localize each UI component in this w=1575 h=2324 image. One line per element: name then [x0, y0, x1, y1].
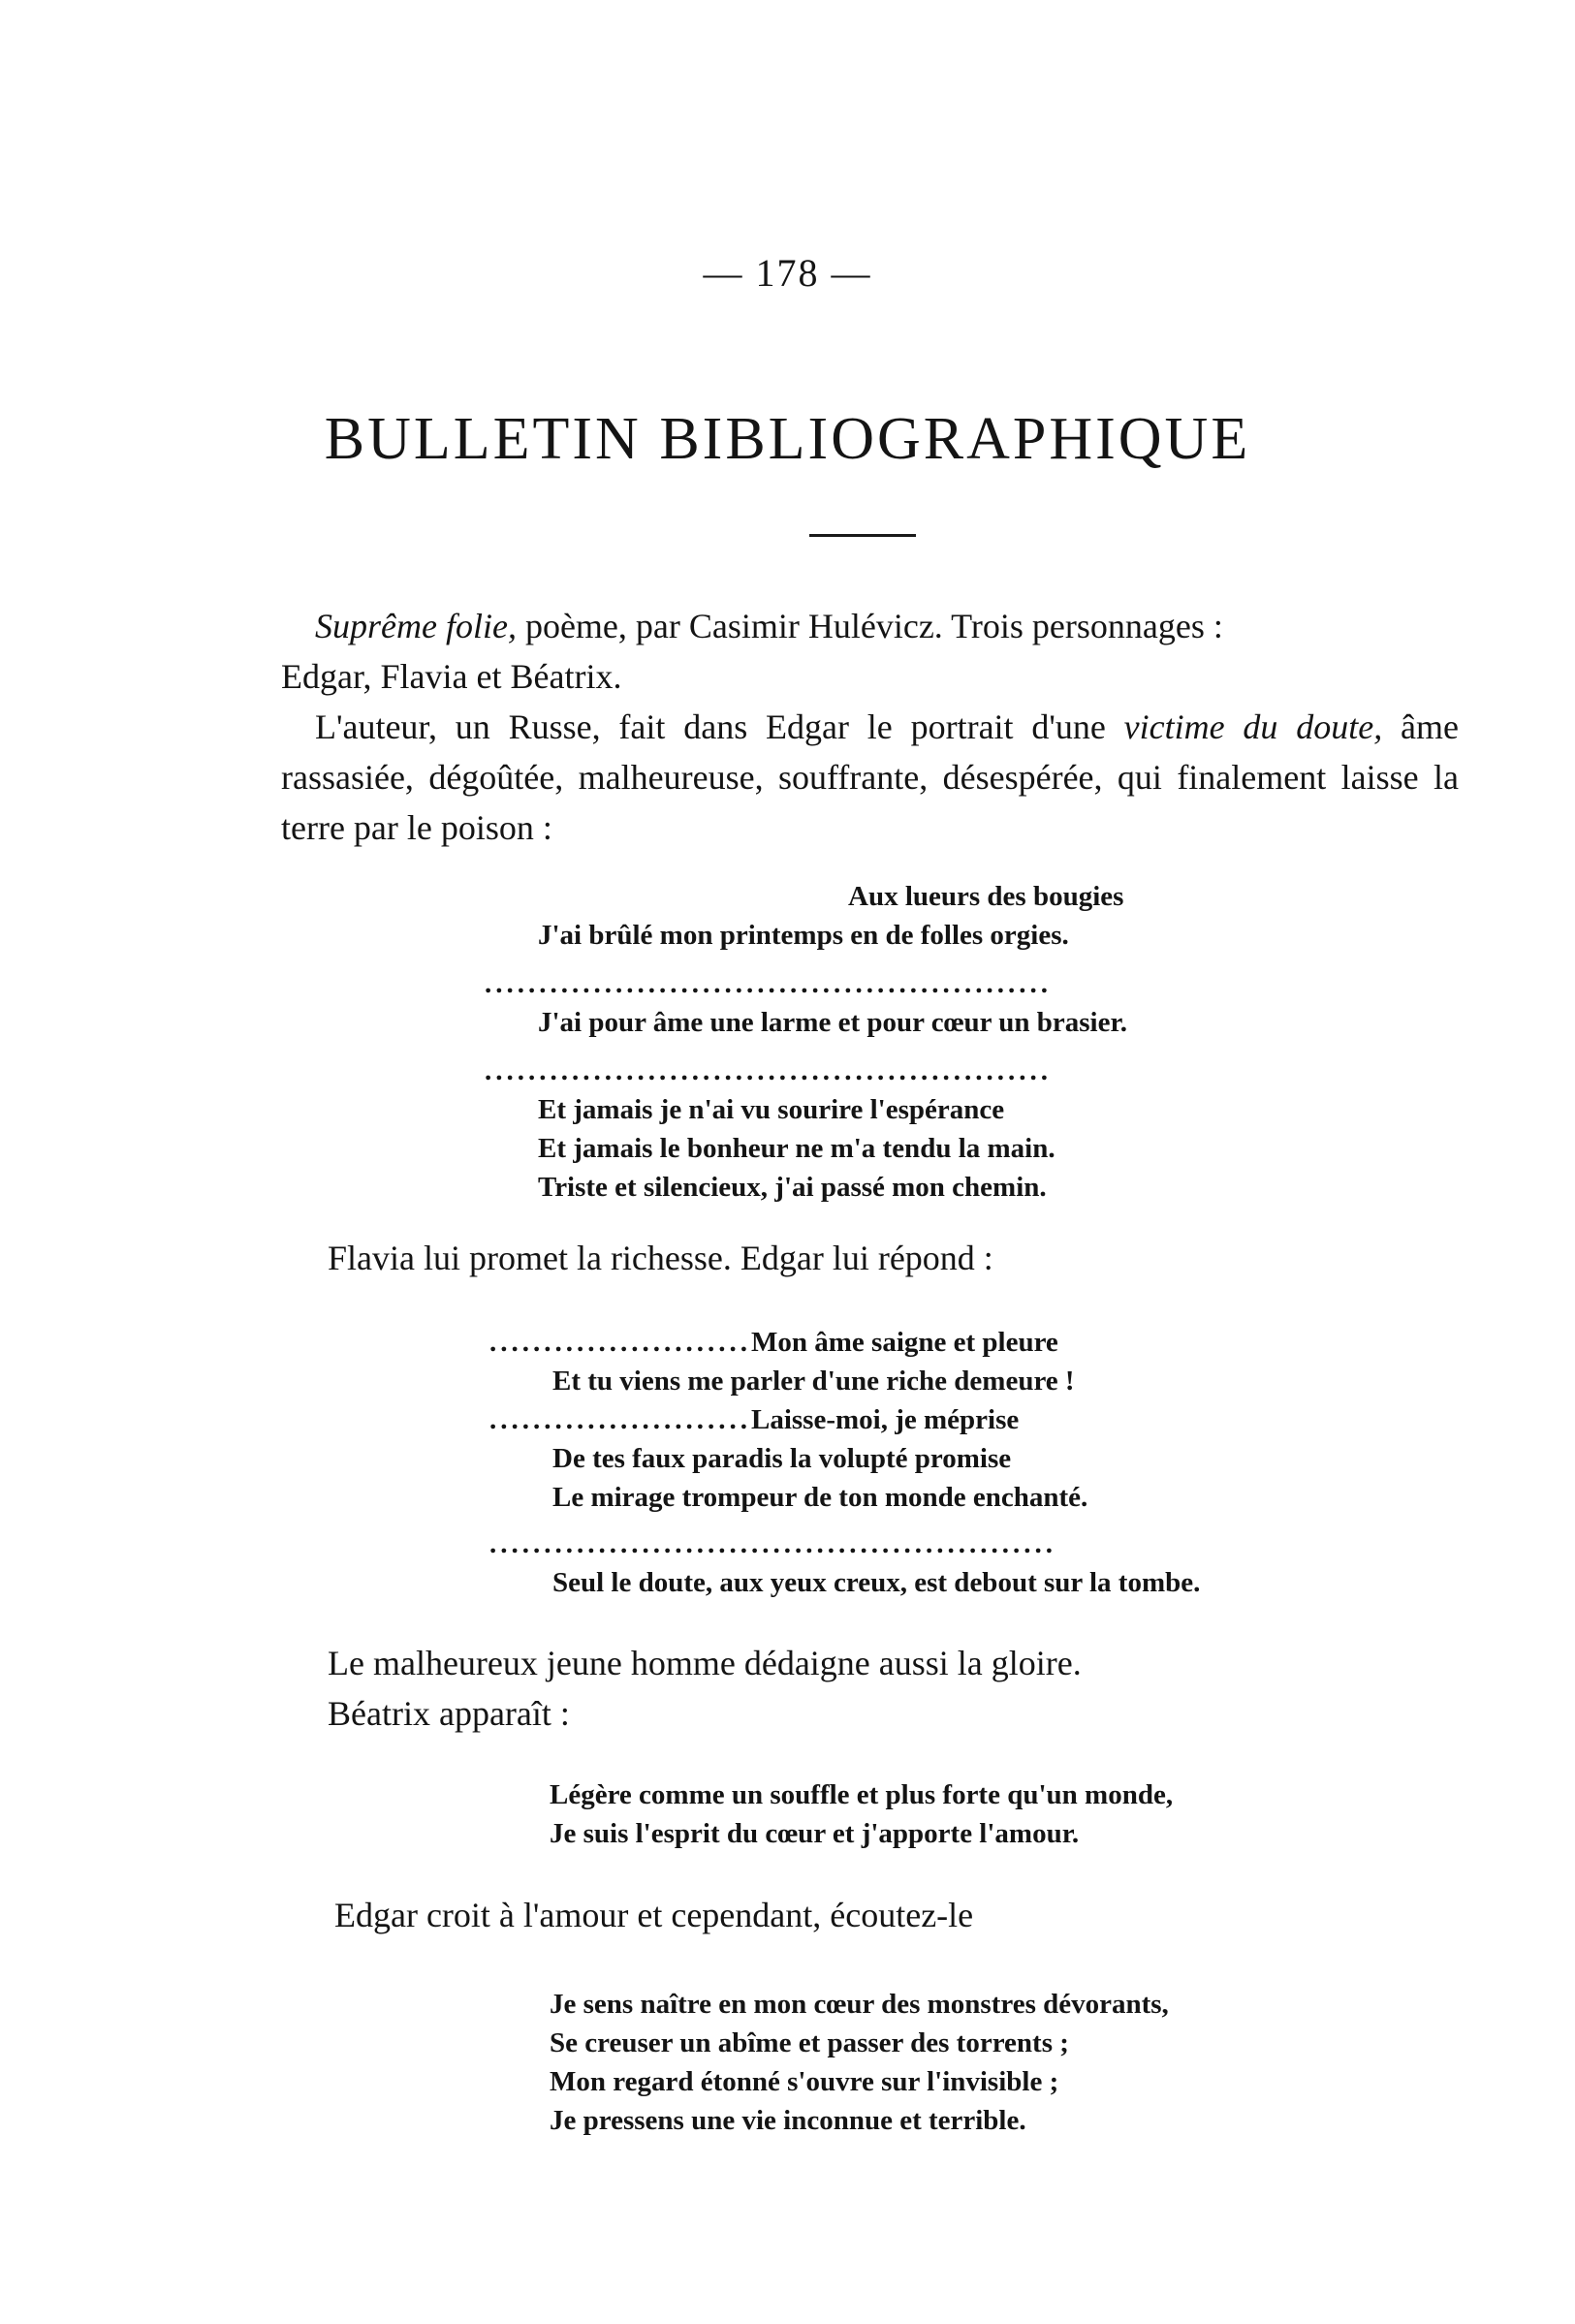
intro-line2: Edgar, Flavia et Béatrix.: [281, 657, 622, 696]
verse-line: Triste et silencieux, j'ai passé mon chemin.: [538, 1172, 1047, 1203]
page-number: — 178 —: [703, 251, 872, 295]
verse-line: Je sens naître en mon cœur des monstres dévorants,: [550, 1989, 1169, 2020]
verse-block-2: [489, 1323, 1275, 1602]
ellipsis-line: ....................................................: [485, 1055, 1052, 1086]
verse-line: Je pressens une vie inconnue et terrible.: [550, 2105, 1026, 2136]
intro-paragraph-2: [281, 702, 1459, 853]
work-title: Suprême folie,: [315, 607, 517, 645]
verse-line: De tes faux paradis la volupté promise: [552, 1443, 1012, 1474]
ellipsis-line: ....................................................: [485, 968, 1052, 999]
intro-para2-em: victime du doute,: [1123, 707, 1383, 746]
prose-amour: Edgar croit à l'amour et cependant, écoutez-le: [334, 1896, 974, 1934]
prose-gloire-line2: Béatrix apparaît :: [328, 1694, 570, 1733]
prose-gloire: [328, 1638, 1505, 1739]
verse-line: Je suis l'esprit du cœur et j'apporte l'amour.: [550, 1818, 1080, 1849]
verse-line: [489, 1323, 1275, 1362]
verse-block-4: [550, 1985, 1296, 2140]
verse-text: Mon âme saigne et pleure: [751, 1327, 1058, 1358]
verse-line: Se creuser un abîme et passer des torrents ;: [550, 2027, 1069, 2058]
verse-block-3: [550, 1775, 1286, 1853]
verse-line: Et jamais je n'ai vu sourire l'espérance: [538, 1094, 1005, 1125]
verse-line: Légère comme un souffle et plus forte qu'un monde,: [550, 1779, 1174, 1810]
verse-line: Et jamais le bonheur ne m'a tendu la main.: [538, 1133, 1055, 1164]
intro-line1-rest: poème, par Casimir Hulévicz. Trois personnages :: [516, 607, 1223, 645]
verse-line: [489, 1400, 1275, 1439]
intro-para2-a: L'auteur, un Russe, fait dans Edgar le portrait d'une: [315, 707, 1124, 746]
verse-line: J'ai brûlé mon printemps en de folles orgies.: [538, 920, 1069, 951]
title-rule: [809, 534, 916, 537]
verse-line: Aux lueurs des bougies: [848, 881, 1124, 912]
verse-text: Laisse-moi, je méprise: [751, 1404, 1020, 1435]
page-title: BULLETIN BIBLIOGRAPHIQUE: [324, 406, 1251, 472]
intro-paragraph-1: [281, 601, 1459, 702]
ellipsis-line: ....................................................: [489, 1528, 1056, 1559]
ellipsis-lead: ........................: [489, 1327, 751, 1358]
verse-line: J'ai pour âme une larme et pour cœur un brasier.: [538, 1007, 1127, 1038]
verse-line: Seul le doute, aux yeux creux, est debout sur la tombe.: [552, 1567, 1201, 1598]
intro-para2-b: âme rassasiée, dégoûtée, malheureuse, souffrante, désespérée, qui finalement laisse la terre par le poison :: [281, 707, 1460, 847]
verse-line: Mon regard étonné s'ouvre sur l'invisible ;: [550, 2066, 1059, 2097]
prose-flavia: Flavia lui promet la richesse. Edgar lui répond :: [328, 1239, 993, 1277]
verse-line: Le mirage trompeur de ton monde enchanté.: [552, 1482, 1088, 1513]
prose-gloire-line1: Le malheureux jeune homme dédaigne aussi la gloire.: [328, 1644, 1082, 1682]
verse-block-1: [485, 877, 1275, 1207]
verse-line: Et tu viens me parler d'une riche demeure !: [552, 1366, 1075, 1397]
ellipsis-lead: ........................: [489, 1404, 751, 1435]
